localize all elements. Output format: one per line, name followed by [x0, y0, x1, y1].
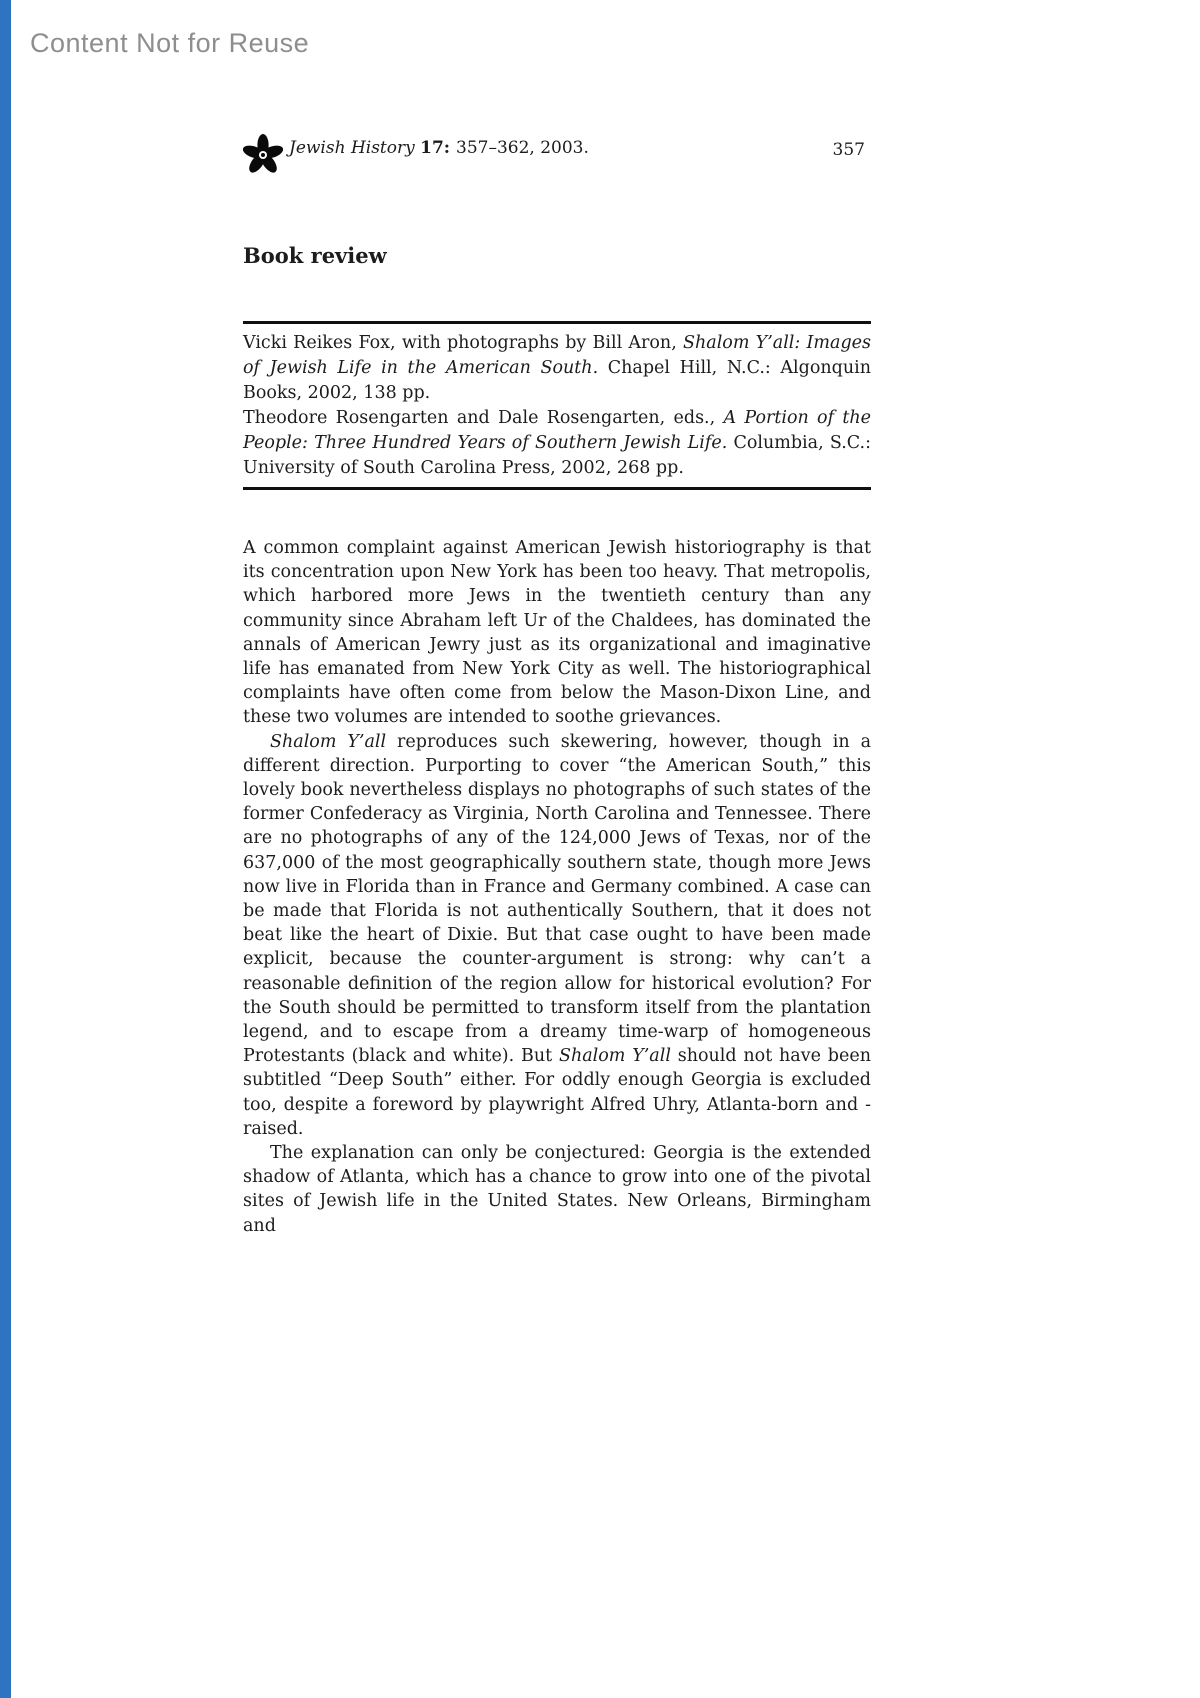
divider-bottom: [243, 487, 871, 490]
emphasis-text: Shalom Y’all: [270, 731, 387, 752]
journal-header: [243, 131, 871, 177]
body-paragraph: [243, 536, 871, 730]
page-number: 357: [832, 140, 865, 160]
text-run: The explanation can only be conjectured: Georgia is the extended shadow of Atlanta, which has a chance to grow into one of the pivotal sites of Jewish life in the United States. New Orleans, Birmingham and: [243, 1143, 871, 1236]
emphasis-text: A Portion of the People: Three Hundred Years of Southern Jewish Life.: [243, 408, 872, 453]
text-run: Columbia, S.C.: University of South Carolina Press, 2002, 268 pp.: [243, 433, 871, 478]
flower-logo-icon: [243, 131, 283, 175]
text-run: Theodore Rosengarten and Dale Rosengarten, eds.,: [243, 408, 724, 428]
citation-entry-2: [243, 406, 871, 481]
text-run: should not have been subtitled “Deep South” either. For oddly enough Georgia is excluded too, despite a foreword by playwright Alfred Uhry, Atlanta-born and -raised.: [243, 1046, 871, 1139]
text-run: reproduces such skewering, however, though in a different direction. Purporting to cover “the American South,” this lovely book nevertheless displays no photographs of such states of the former Confederacy as Virginia, North Carolina and Tennessee. There are no photographs of any of the 124,000 Jews of Texas, nor of the 637,000 of the most geographically southern state, though more Jews now live in Florida than in France and Germany combined. A case can be made that Florida is not authentically Southern, that it does not beat like the heart of Dixie. But that case ought to have been made explicit, because the counter-argument is strong: why can’t a reasonable definition of the region allow for historical evolution? For the South should be permitted to transform itself from the plantation legend, and to escape from a dreamy time-warp of homogeneous Protestants (black and white). But: [243, 731, 871, 1067]
watermark-text: Content Not for Reuse: [30, 28, 310, 58]
text-run: 357–362, 2003.: [456, 138, 589, 158]
emphasis-text: 17:: [420, 138, 456, 158]
body-paragraph: [243, 730, 871, 1141]
review-body: [243, 536, 871, 1238]
citation-block: [243, 324, 871, 487]
content-column: [243, 0, 871, 1238]
text-run: A common complaint against American Jewish historiography is that its concentration upon New York has been too heavy. That metropolis, which harbored more Jews in the twentieth century than any community since Abraham left Ur of the Chaldees, has dominated the annals of American Jewry just as its organizational and imaginative life has emanated from New York City as well. The historiographical complaints have often come from below the Mason-Dixon Line, and these two volumes are intended to soothe grievances.: [243, 538, 871, 728]
text-run: Chapel Hill, N.C.: Algonquin Books, 2002, 138 pp.: [243, 358, 871, 403]
text-run: Vicki Reikes Fox, with photographs by Bill Aron,: [243, 333, 683, 353]
section-title: Book review: [243, 243, 387, 268]
citation-entry-1: [243, 331, 871, 406]
body-paragraph: [243, 1141, 871, 1238]
emphasis-text: Shalom Y’all: Images of Jewish Life in the American South.: [243, 333, 871, 378]
emphasis-text: Jewish History: [289, 138, 421, 158]
left-edge-strip: [0, 0, 11, 1698]
journal-citation-line: [289, 138, 589, 158]
emphasis-text: Shalom Y’all: [558, 1046, 671, 1067]
